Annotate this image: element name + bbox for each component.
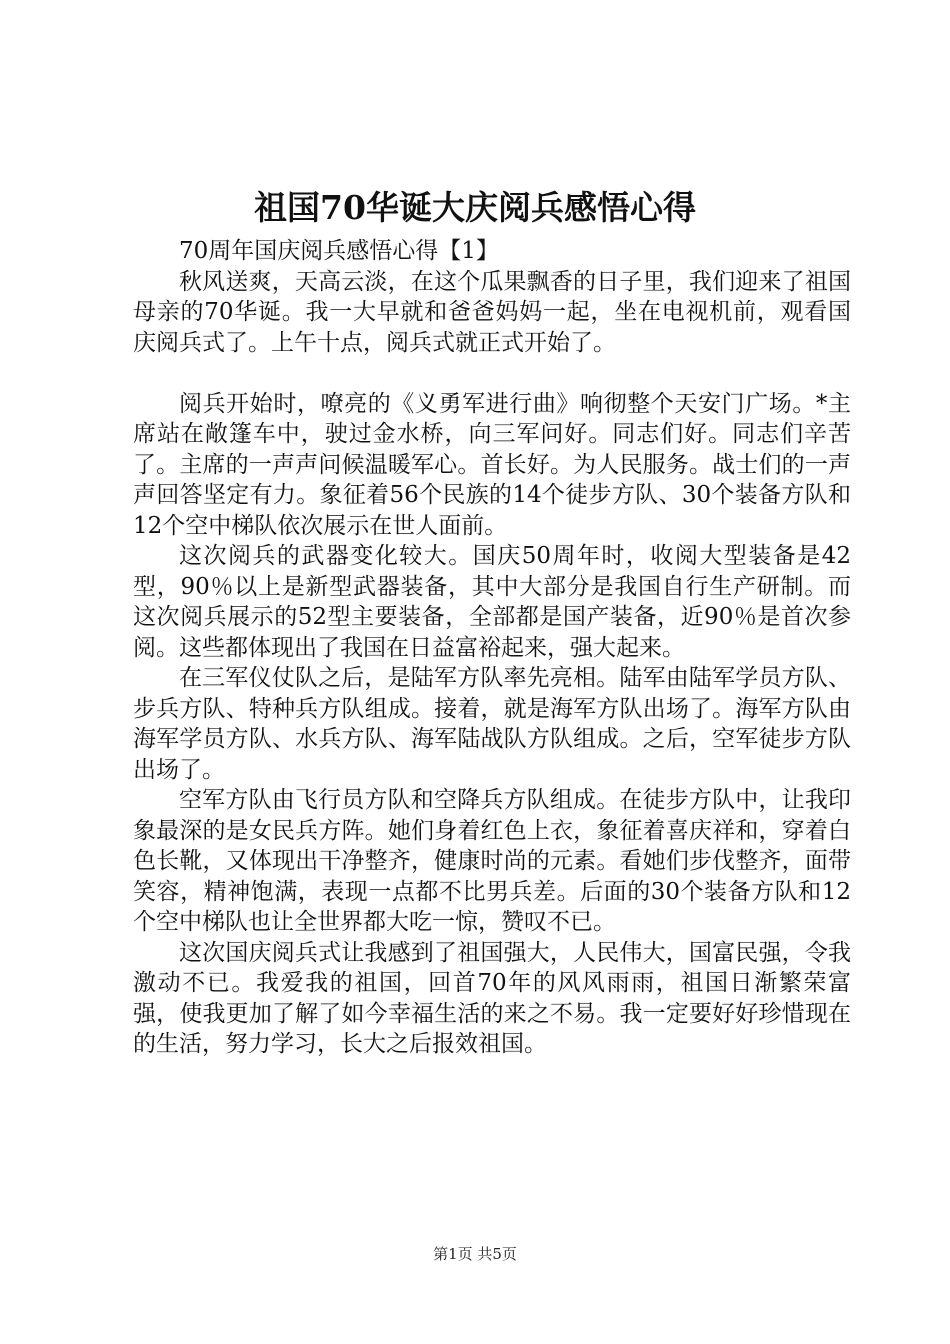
paragraph-6: 这次国庆阅兵式让我感到了祖国强大，人民伟大，国富民强，令我激动不已。我爱我的祖国，回首70年的风风雨雨，祖国日渐繁荣富强，使我更加了解了如今幸福生活的来之不易。我一定要好好珍惜现在的生活，努力学习，长大之后报效祖国。	[133, 939, 851, 1057]
document-title: 祖国70华诞大庆阅兵感悟心得	[254, 188, 696, 227]
document-body	[133, 236, 851, 1060]
paragraph-2: 阅兵开始时，嘹亮的《义勇军进行曲》响彻整个天安门广场。*主席站在敞篷车中，驶过金水桥，向三军问好。同志们好。同志们辛苦了。主席的一声声问候温暖军心。首长好。为人民服务。战士们的一声声回答坚定有力。象征着56个民族的14个徒步方队、30个装备方队和12个空中梯队依次展示在世人面前。	[133, 390, 851, 539]
section-subheading: 70周年国庆阅兵感悟心得【1】	[179, 238, 499, 264]
paragraph-5: 空军方队由飞行员方队和空降兵方队组成。在徒步方队中，让我印象最深的是女民兵方阵。她们身着红色上衣，象征着喜庆祥和，穿着白色长靴，又体现出干净整齐，健康时尚的元素。看她们步伐整齐，面带笑容，精神饱满，表现一点都不比男兵差。后面的30个装备方队和12个空中梯队也让全世界都大吃一惊，赞叹不已。	[133, 787, 851, 935]
paragraph-1: 秋风送爽，天高云淡，在这个瓜果飘香的日子里，我们迎来了祖国母亲的70华诞。我一大早就和爸爸妈妈一起，坐在电视机前，观看国庆阅兵式了。上午十点，阅兵式就正式开始了。	[133, 268, 851, 356]
paragraph-4: 在三军仪仗队之后，是陆军方队率先亮相。陆军由陆军学员方队、步兵方队、特种兵方队组成。接着，就是海军方队出场了。海军方队由海军学员方队、水兵方队、海军陆战队方队组成。之后，空军徒步方队出场了。	[133, 665, 851, 783]
page-footer: 第1页 共5页	[433, 1245, 517, 1263]
paragraph-3: 这次阅兵的武器变化较大。国庆50周年时，收阅大型装备是42型，90％以上是新型武器装备，其中大部分是我国自行生产研制。而这次阅兵展示的52型主要装备，全部都是国产装备，近90％是首次参阅。这些都体现出了我国在日益富裕起来，强大起来。	[133, 543, 851, 661]
